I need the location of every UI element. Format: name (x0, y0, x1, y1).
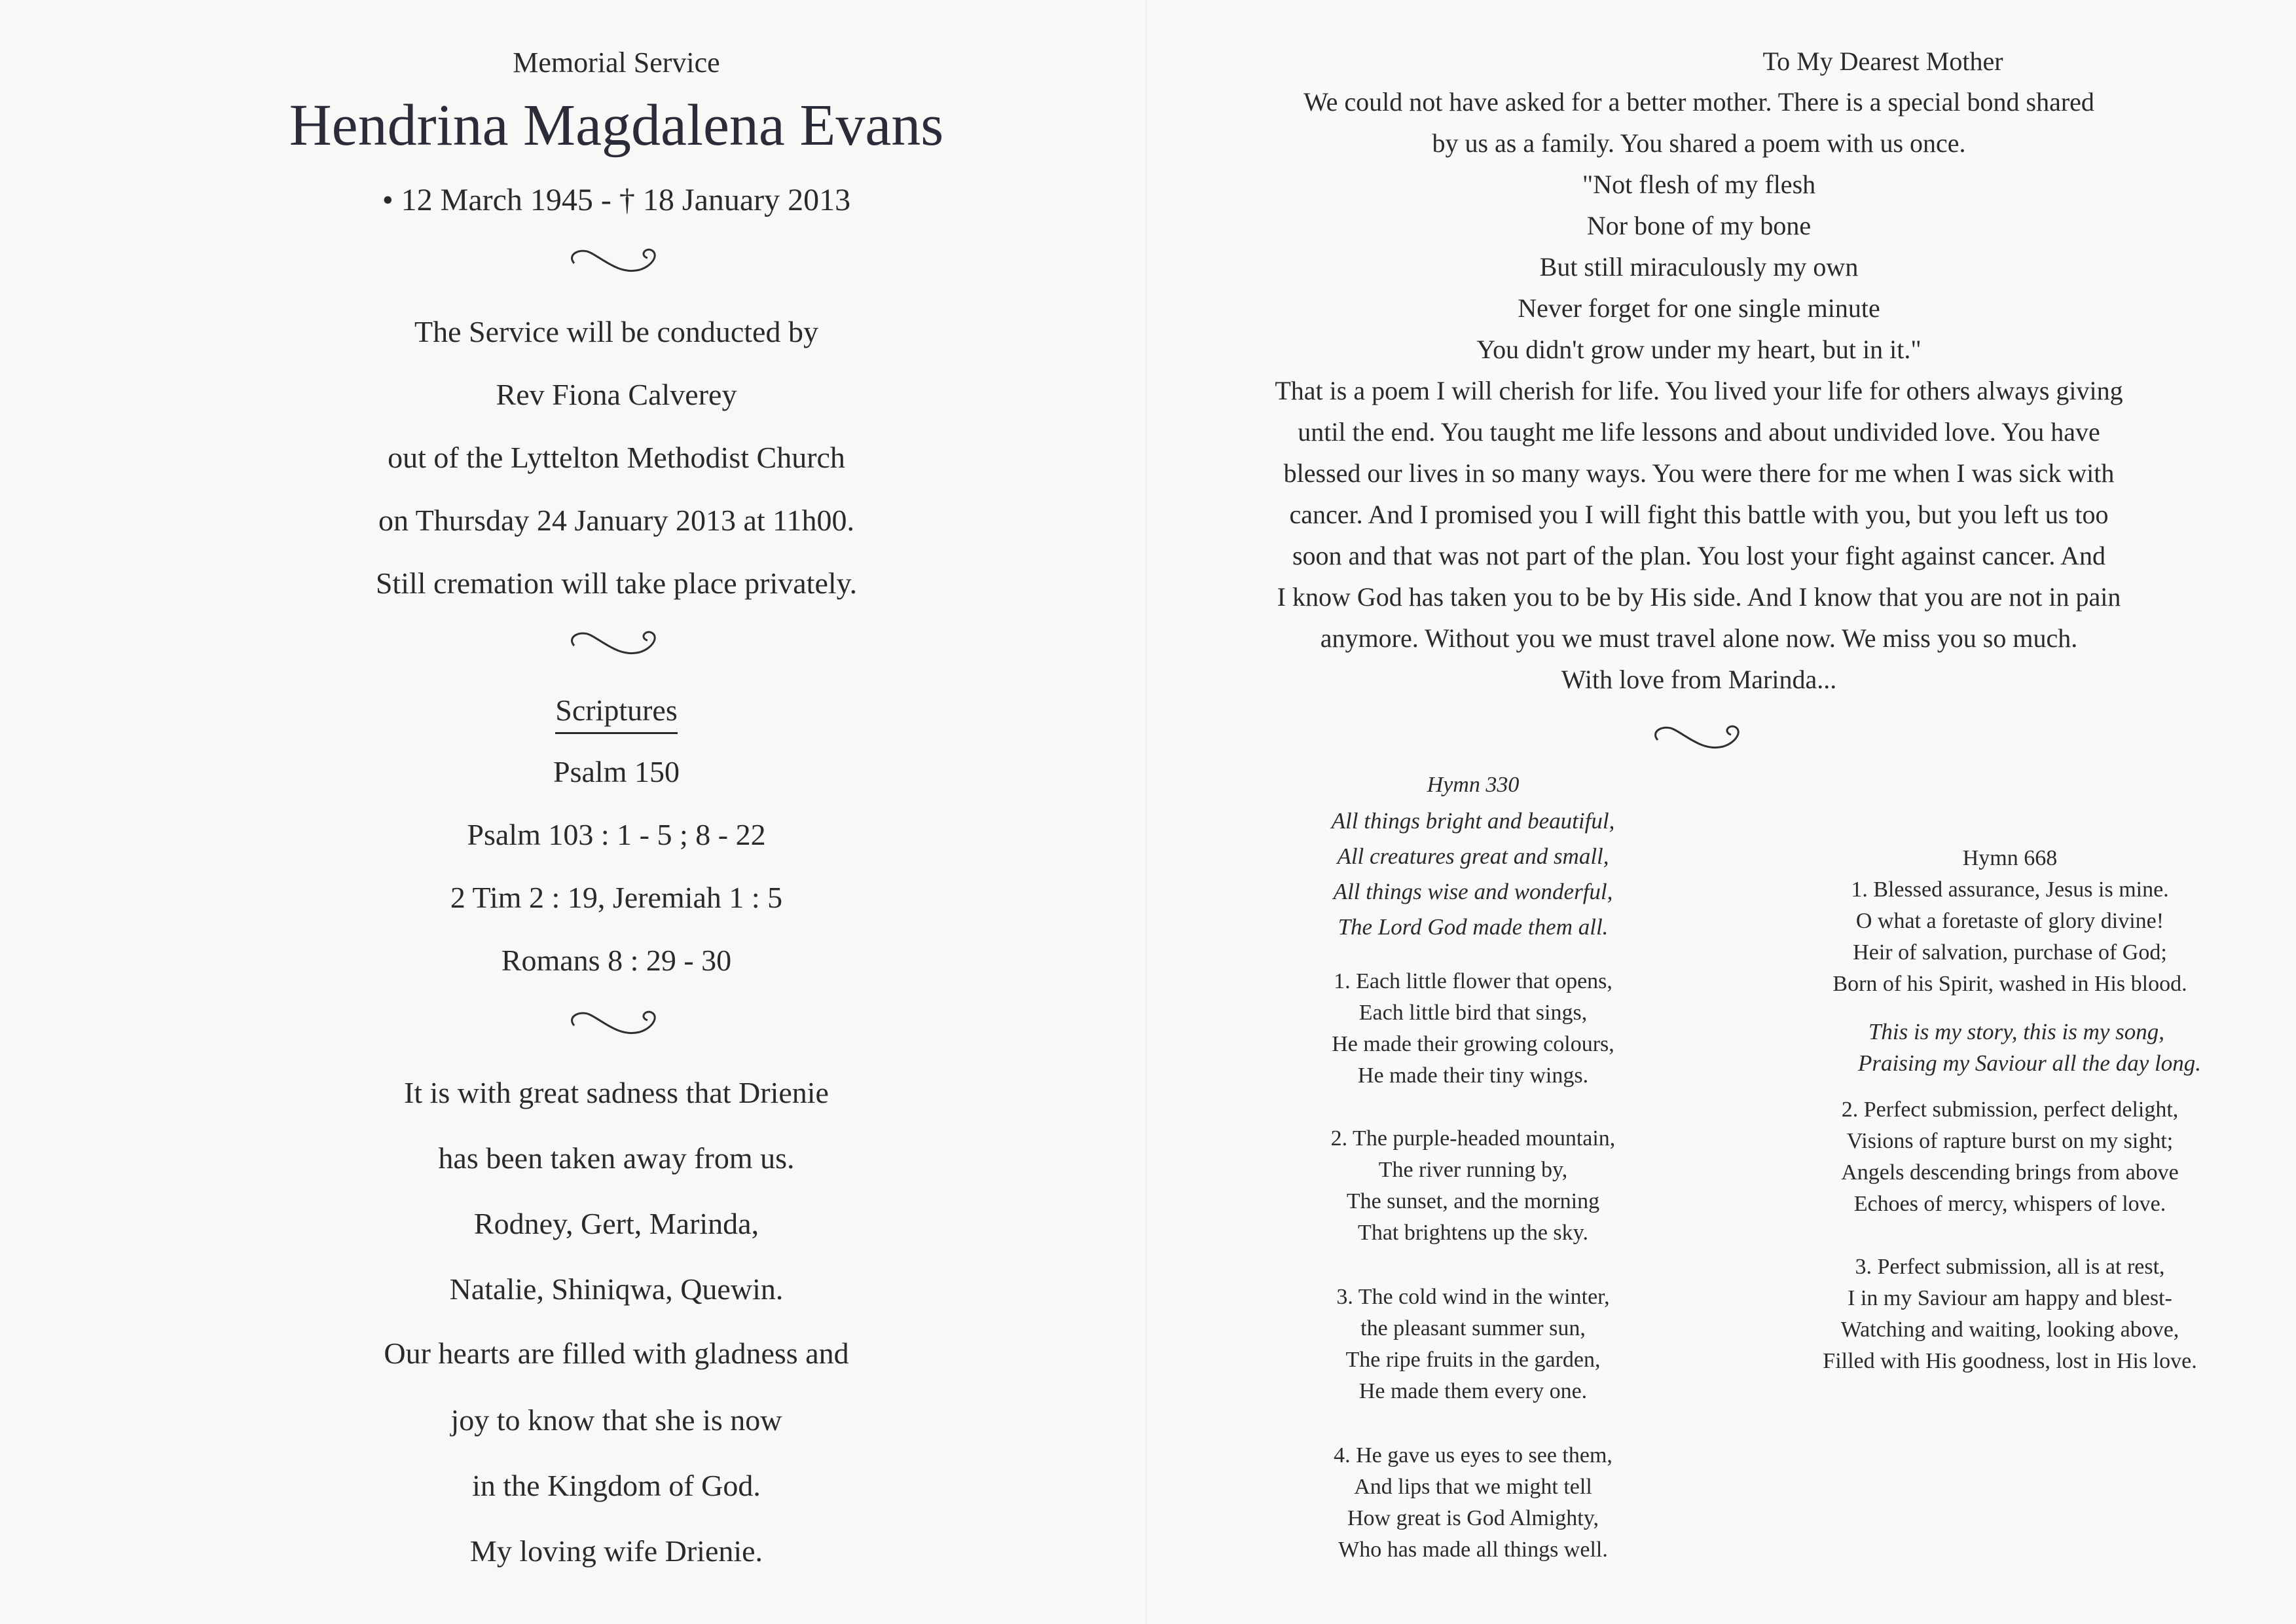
closing-line-6: joy to know that she is now (450, 1403, 782, 1437)
hymn-330-title: Hymn 330 (1427, 773, 1520, 797)
closing-line-7: in the Kingdom of God. (472, 1469, 761, 1502)
tribute-line-4: Nor bone of my bone (1586, 211, 1812, 240)
tribute-line-14: anymore. Without you we must travel alone now. We miss you so much. (1320, 623, 2078, 653)
tribute-signoff: With love from Marinda... (1561, 665, 1837, 694)
service-line-4: on Thursday 24 January 2013 at 11h00. (378, 504, 854, 537)
service-line-1: The Service will be conducted by (414, 315, 818, 348)
scriptures-title (0, 693, 1233, 728)
service-heading: Memorial Service (513, 46, 720, 79)
tribute-line-11: cancer. And I promised you I will fight this battle with you, but you left us too (1289, 500, 2109, 529)
hymn-330-v2-l2: The river running by, (1378, 1158, 1568, 1182)
hymn-330-v1-l4: He made their tiny wings. (1357, 1063, 1589, 1088)
scripture-3: 2 Tim 2 : 19, Jeremiah 1 : 5 (450, 881, 783, 914)
tribute-title: To My Dearest Mother (1762, 46, 2003, 76)
hymn-668-v2-l3: Angels descending brings from above (1841, 1160, 2179, 1185)
service-line-2: Rev Fiona Calverey (496, 378, 737, 411)
hymn-668-v2-l1: 2. Perfect submission, perfect delight, (1841, 1098, 2179, 1122)
tribute-line-12: soon and that was not part of the plan. You lost your fight against cancer. And (1292, 541, 2106, 570)
hymn-330-refrain-2: All creatures great and small, (1337, 843, 1609, 869)
hymn-668-v1-l2: O what a foretaste of glory divine! (1855, 909, 2164, 933)
hymn-668-v3-l3: Watching and waiting, looking above, (1840, 1318, 2179, 1342)
hymn-668-v1-l1: 1. Blessed assurance, Jesus is mine. (1851, 877, 2169, 902)
hymn-668-v3-l2: I in my Saviour am happy and blest- (1848, 1286, 2172, 1310)
tribute-line-8: That is a poem I will cherish for life. You lived your life for others always giving (1275, 376, 2123, 405)
closing-line-1: It is with great sadness that Drienie (404, 1076, 829, 1109)
hymn-330-v4-l2: And lips that we might tell (1354, 1475, 1592, 1499)
flourish-divider-3 (561, 1003, 672, 1043)
hymn-330-v4-l1: 4. He gave us eyes to see them, (1334, 1443, 1613, 1467)
hymn-668-v1-l4: Born of his Spirit, washed in His blood. (1832, 972, 2187, 996)
scripture-4: Romans 8 : 29 - 30 (501, 944, 732, 977)
flourish-divider-4 (1645, 718, 1756, 757)
tribute-line-2: by us as a family. You shared a poem with us once. (1432, 128, 1966, 158)
right-page (1148, 0, 2296, 1624)
hymn-330-v2-l3: The sunset, and the morning (1346, 1189, 1600, 1213)
hymn-330-v3-l1: 3. The cold wind in the winter, (1336, 1285, 1610, 1309)
closing-line-3: Rodney, Gert, Marinda, (473, 1207, 759, 1240)
hymn-330-v3-l3: The ripe fruits in the garden, (1345, 1348, 1601, 1372)
tribute-line-3: "Not flesh of my flesh (1582, 170, 1816, 199)
closing-line-4: Natalie, Shiniqwa, Quewin. (449, 1272, 784, 1306)
hymn-330-v4-l4: Who has made all things well. (1338, 1538, 1608, 1562)
closing-line-5: Our hearts are filled with gladness and (384, 1337, 849, 1370)
hymn-330-v2-l1: 2. The purple-headed mountain, (1330, 1126, 1616, 1151)
hymn-330-v3-l4: He made them every one. (1358, 1379, 1588, 1403)
hymn-668-v2-l2: Visions of rapture burst on my sight; (1846, 1129, 2174, 1153)
deceased-name: Hendrina Magdalena Evans (289, 93, 944, 158)
closing-line-8: My loving wife Drienie. (469, 1534, 763, 1568)
service-line-3: out of the Lyttelton Methodist Church (388, 441, 845, 474)
hymn-330-refrain-3: All things wise and wonderful, (1333, 879, 1613, 904)
hymn-330-v3-l2: the pleasant summer sun, (1360, 1316, 1586, 1340)
tribute-line-5: But still miraculously my own (1539, 252, 1859, 282)
tribute-line-13: I know God has taken you to be by His side. And I know that you are not in pain (1277, 582, 2121, 612)
hymn-330-v1-l3: He made their growing colours, (1332, 1032, 1614, 1056)
flourish-divider-2 (561, 623, 672, 663)
scripture-2: Psalm 103 : 1 - 5 ; 8 - 22 (467, 818, 766, 851)
hymn-330-refrain-4: The Lord God made them all. (1338, 914, 1609, 940)
hymn-668-v2-l4: Echoes of mercy, whispers of love. (1853, 1192, 2166, 1216)
tribute-line-10: blessed our lives in so many ways. You were there for me when I was sick with (1283, 458, 2115, 488)
life-dates: • 12 March 1945 - † 18 January 2013 (382, 183, 851, 217)
tribute-line-6: Never forget for one single minute (1518, 293, 1880, 323)
scripture-1: Psalm 150 (553, 755, 680, 788)
flourish-divider-1 (561, 241, 672, 280)
tribute-line-7: You didn't grow under my heart, but in it." (1476, 335, 1922, 364)
hymn-668-chorus-2: Praising my Saviour all the day long. (1858, 1050, 2201, 1076)
hymn-668-v3-l4: Filled with His goodness, lost in His love. (1823, 1349, 2197, 1373)
hymn-330-v1-l2: Each little bird that sings, (1358, 1001, 1588, 1025)
tribute-line-9: until the end. You taught me life lessons and about undivided love. You have (1298, 417, 2100, 447)
tribute-line-1: We could not have asked for a better mother. There is a special bond shared (1303, 87, 2094, 117)
hymn-668-chorus-1: This is my story, this is my song, (1868, 1019, 2165, 1044)
service-line-5: Still cremation will take place privately. (375, 566, 858, 600)
hymn-330-refrain-1: All things bright and beautiful, (1331, 808, 1615, 834)
scriptures-title-text: Scriptures (555, 693, 678, 734)
hymn-330-v2-l4: That brightens up the sky. (1358, 1221, 1588, 1245)
closing-line-2: has been taken away from us. (438, 1141, 795, 1175)
hymn-668-v3-l1: 3. Perfect submission, all is at rest, (1855, 1255, 2165, 1279)
hymn-668-v1-l3: Heir of salvation, purchase of God; (1853, 940, 2167, 965)
hymn-330-v1-l1: 1. Each little flower that opens, (1334, 969, 1613, 993)
hymn-668-title: Hymn 668 (1962, 846, 2058, 870)
hymn-330-v4-l3: How great is God Almighty, (1347, 1506, 1599, 1530)
